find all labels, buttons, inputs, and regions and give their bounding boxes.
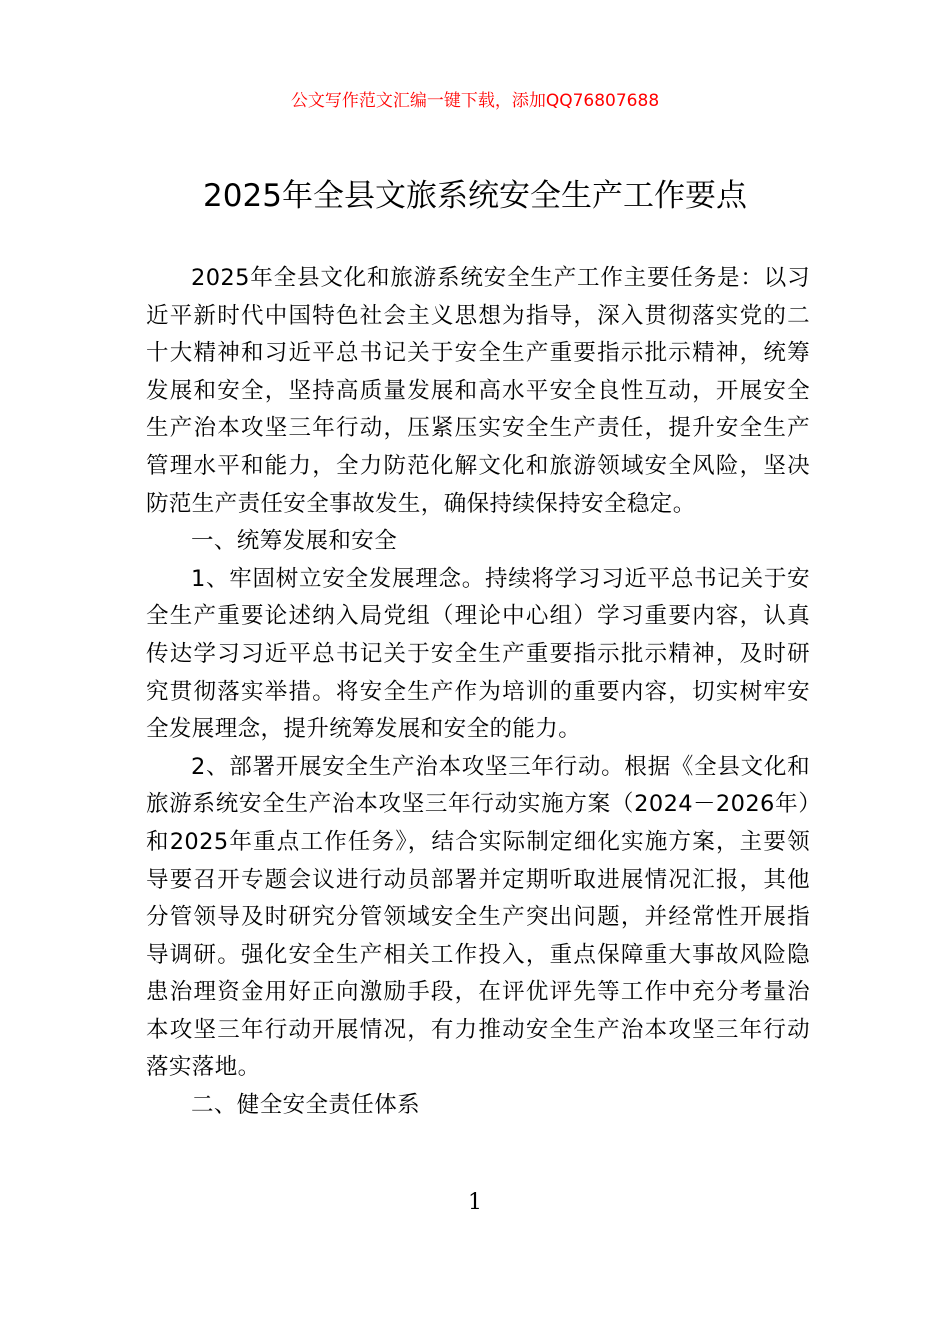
- paragraph-item-2: 2、部署开展安全生产治本攻坚三年行动。根据《全县文化和旅游系统安全生产治本攻坚三年行动实施方案（2024－2026年）和2025年重点工作任务》，结合实际制定细化实施方案，主要领导要召开专题会议进行动员部署并定期听取进展情况汇报，其他分管领导及时研究分管领域安全生产突出问题，并经常性开展指导调研。强化安全生产相关工作投入，重点保障重大事故风险隐患治理资金用好正向激励手段，在评优评先等工作中充分考量治本攻坚三年行动开展情况，有力推动安全生产治本攻坚三年行动落实落地。: [146, 753, 810, 1081]
- header-banner: 公文写作范文汇编一键下载，添加QQ76807688: [290, 91, 660, 111]
- document-body: [146, 260, 810, 1125]
- document-title: 2025年全县文旅系统安全生产工作要点: [203, 178, 747, 214]
- section-heading-2: 二、健全安全责任体系: [191, 1092, 421, 1119]
- page-number: 1: [468, 1190, 482, 1215]
- paragraph-item-1: 1、牢固树立安全发展理念。持续将学习习近平总书记关于安全生产重要论述纳入局党组（理论中心组）学习重要内容，认真传达学习习近平总书记关于安全生产重要指示批示精神，及时研究贯彻落实举措。将安全生产作为培训的重要内容，切实树牢安全发展理念，提升统筹发展和安全的能力。: [146, 565, 810, 743]
- paragraph-intro: 2025年全县文化和旅游系统安全生产工作主要任务是：以习近平新时代中国特色社会主义思想为指导，深入贯彻落实党的二十大精神和习近平总书记关于安全生产重要指示批示精神，统筹发展和安全，坚持高质量发展和高水平安全良性互动，开展安全生产治本攻坚三年行动，压紧压实安全生产责任，提升安全生产管理水平和能力，全力防范化解文化和旅游领域安全风险，坚决防范生产责任安全事故发生，确保持续保持安全稳定。: [146, 265, 810, 517]
- section-heading-1: 一、统筹发展和安全: [191, 528, 398, 555]
